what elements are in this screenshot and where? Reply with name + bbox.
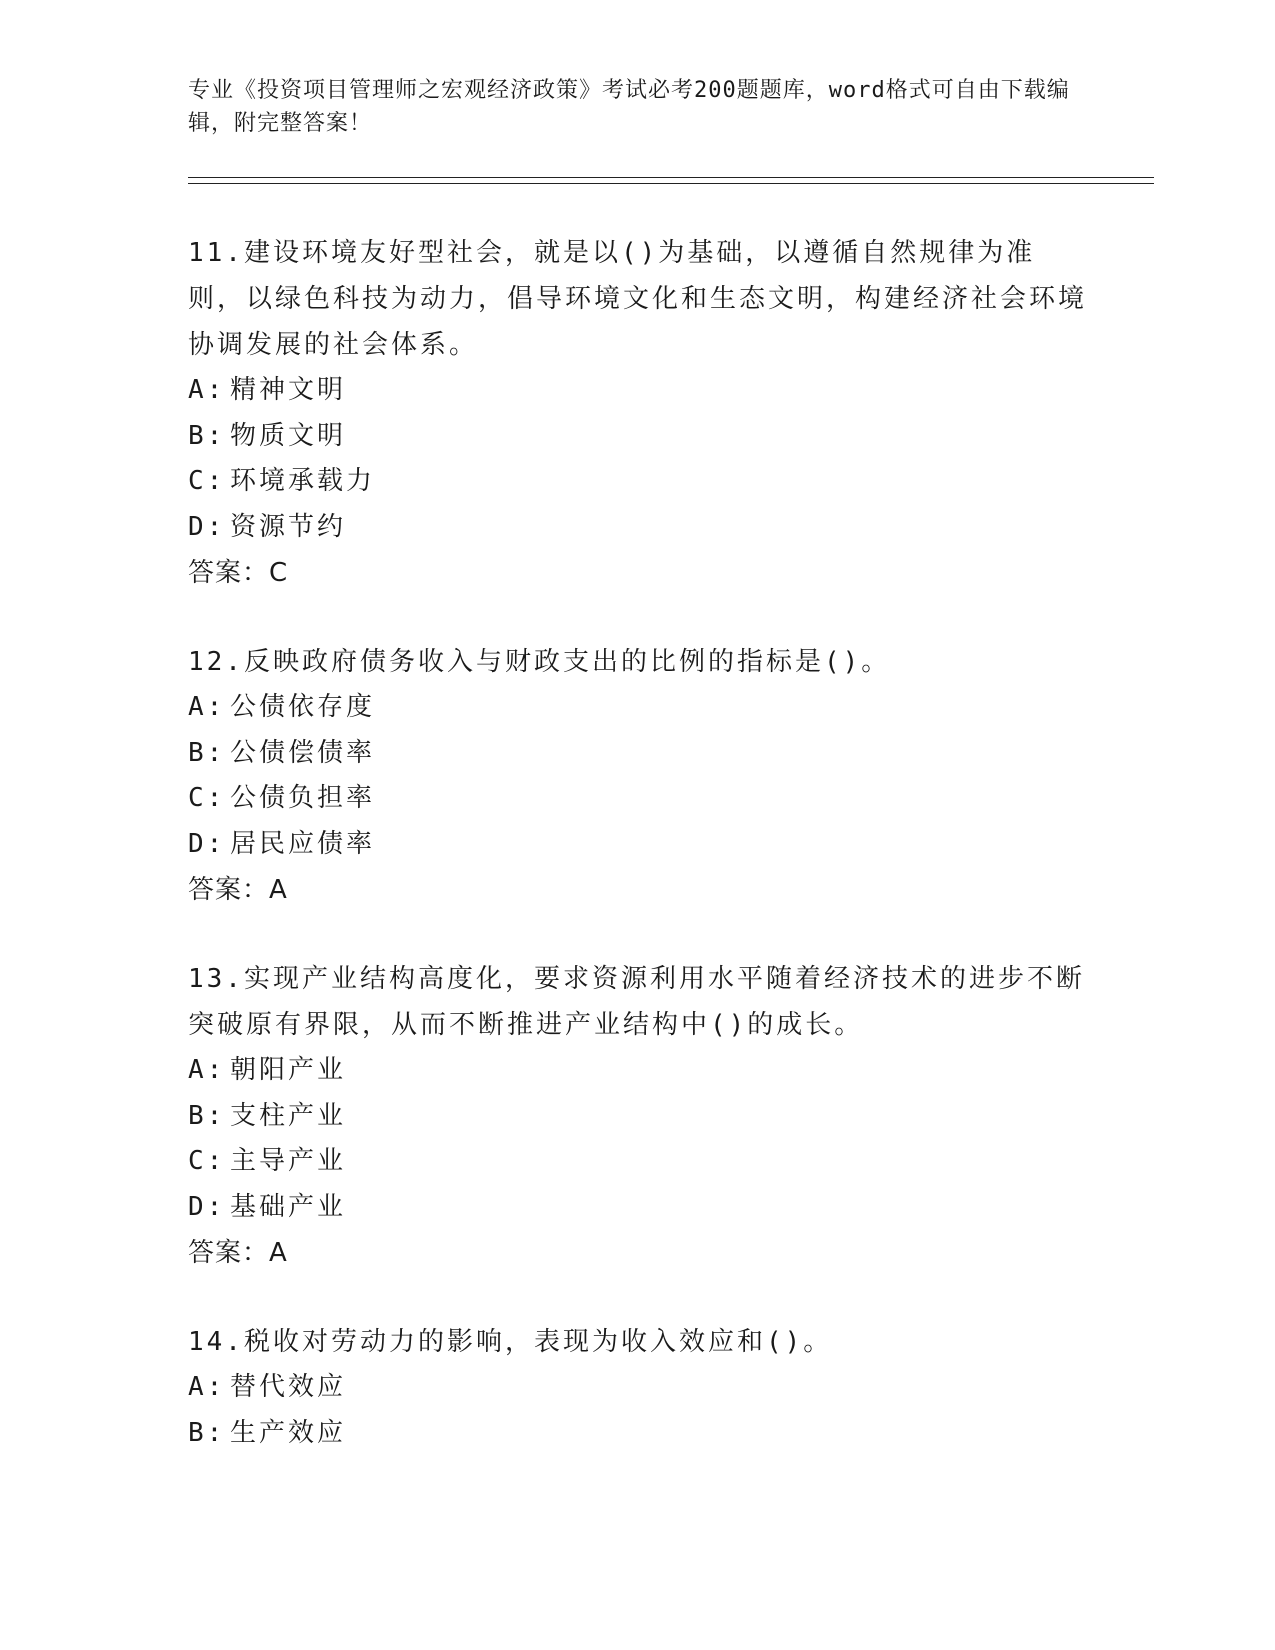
option-a — [188, 1365, 1088, 1411]
option-text: 替代效应 — [230, 1372, 347, 1402]
option-text: 朝阳产业 — [230, 1055, 347, 1085]
option-a — [188, 1048, 1088, 1094]
option-a — [188, 685, 1088, 731]
option-text: 精神文明 — [230, 375, 347, 405]
option-c — [188, 1139, 1088, 1185]
option-b — [188, 1411, 1088, 1457]
header-divider — [188, 177, 1154, 184]
question-13 — [188, 956, 1088, 1276]
option-label: C: — [188, 1146, 226, 1176]
option-b — [188, 731, 1088, 777]
answer-line: 答案：C — [188, 558, 289, 588]
answer-line: 答案：A — [188, 875, 288, 905]
option-label: D: — [188, 1191, 226, 1222]
option-label: D: — [188, 828, 226, 859]
option-text: 公债偿债率 — [230, 737, 376, 768]
option-label: C: — [188, 783, 226, 813]
question-12 — [188, 639, 1088, 913]
question-stem: 13.实现产业结构高度化，要求资源利用水平随着经济技术的进步不断突破原有界限，从而不断推进产业结构中()的成长。 — [188, 964, 1085, 1040]
option-b — [188, 1094, 1088, 1140]
option-c — [188, 459, 1088, 505]
option-label: A: — [188, 1372, 226, 1402]
option-b — [188, 414, 1088, 460]
option-text: 生产效应 — [230, 1417, 347, 1448]
option-text: 公债依存度 — [230, 692, 376, 722]
option-label: A: — [188, 1055, 226, 1085]
option-label: C: — [188, 466, 226, 496]
option-a — [188, 368, 1088, 414]
option-text: 物质文明 — [230, 420, 347, 451]
option-text: 主导产业 — [230, 1146, 347, 1176]
option-label: A: — [188, 692, 226, 722]
option-d — [188, 505, 1088, 551]
question-stem: 12.反映政府债务收入与财政支出的比例的指标是()。 — [188, 647, 891, 677]
option-text: 居民应债率 — [230, 828, 376, 859]
option-d — [188, 1185, 1088, 1231]
option-label: B: — [188, 737, 226, 768]
question-11 — [188, 230, 1088, 596]
question-14 — [188, 1319, 1088, 1456]
question-stem: 11.建设环境友好型社会，就是以()为基础，以遵循自然规律为准则，以绿色科技为动力，倡导环境文化和生态文明，构建经济社会环境协调发展的社会体系。 — [188, 238, 1088, 360]
option-text: 基础产业 — [230, 1191, 347, 1222]
option-label: B: — [188, 1417, 226, 1448]
option-label: B: — [188, 420, 226, 451]
option-label: A: — [188, 375, 226, 405]
document-header: 专业《投资项目管理师之宏观经济政策》考试必考200题题库，word格式可自由下载编辑，附完整答案！ — [188, 78, 1070, 136]
option-c — [188, 776, 1088, 822]
option-text: 支柱产业 — [230, 1100, 347, 1131]
option-d — [188, 822, 1088, 868]
option-text: 公债负担率 — [230, 783, 376, 813]
option-text: 资源节约 — [230, 511, 347, 542]
question-stem: 14.税收对劳动力的影响，表现为收入效应和()。 — [188, 1327, 833, 1357]
option-text: 环境承载力 — [230, 466, 376, 496]
option-label: D: — [188, 511, 226, 542]
answer-line: 答案：A — [188, 1238, 288, 1268]
option-label: B: — [188, 1100, 226, 1131]
question-list — [188, 230, 1088, 1499]
